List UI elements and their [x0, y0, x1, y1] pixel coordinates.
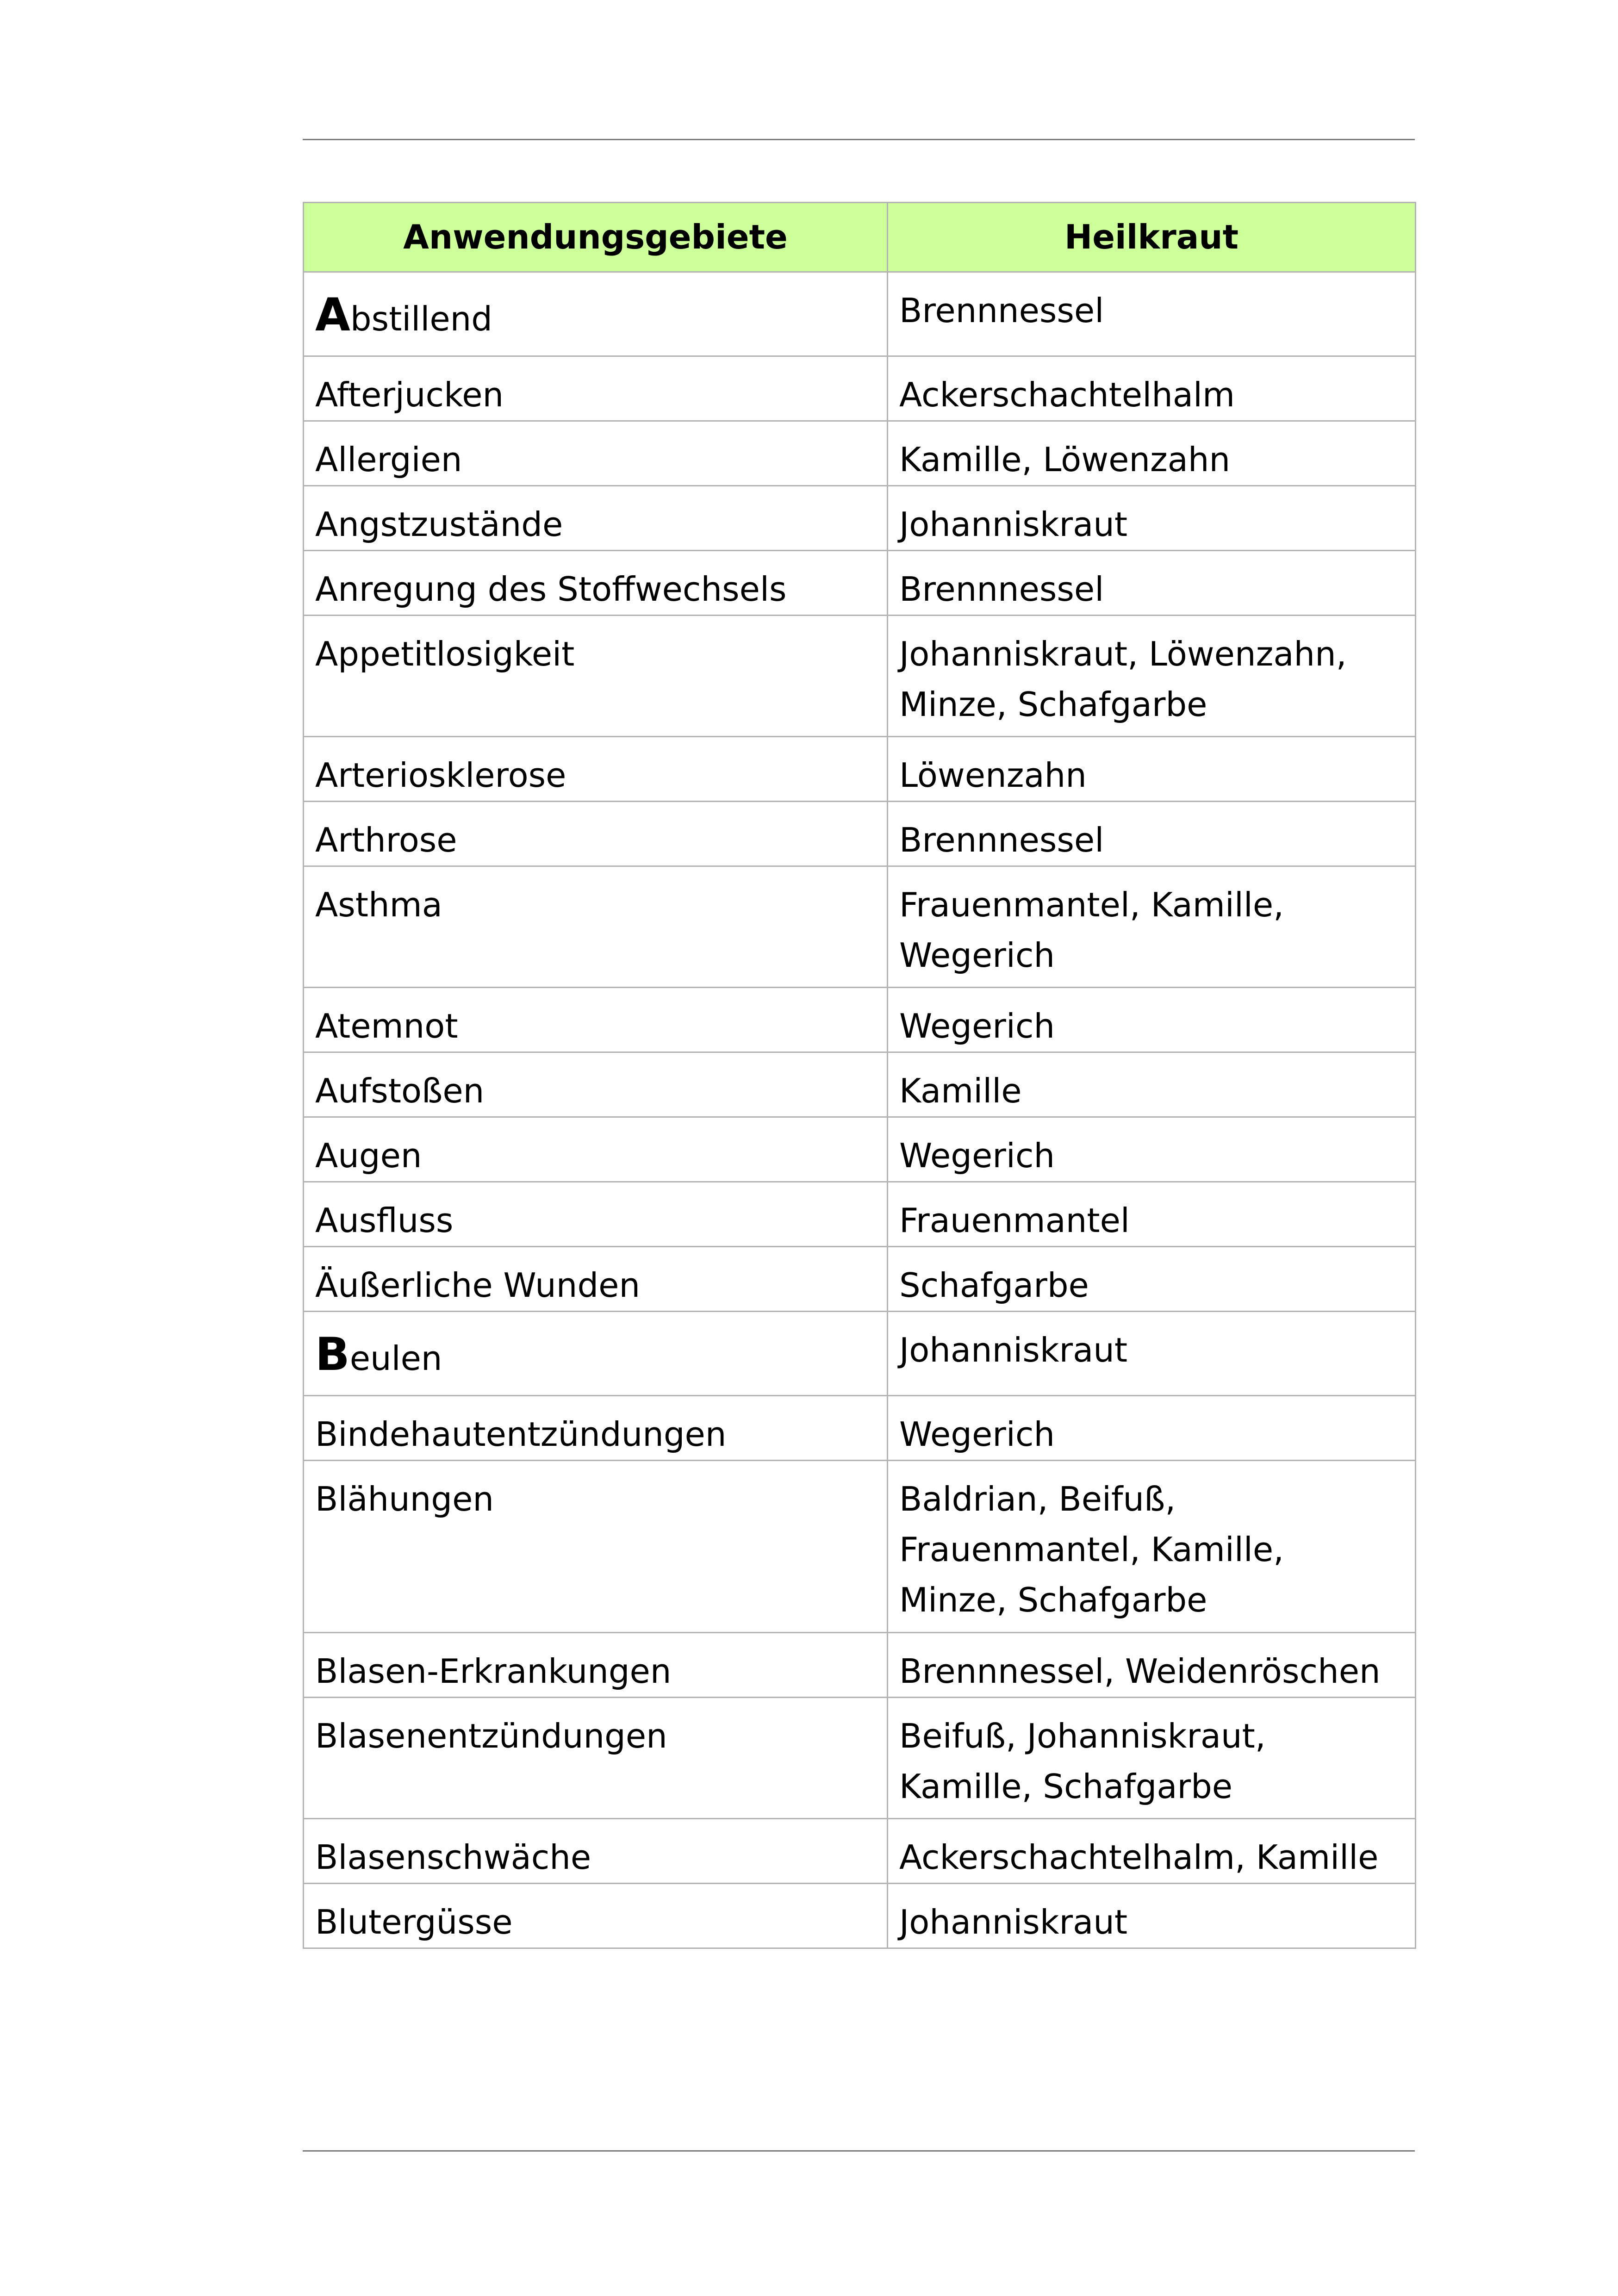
- table-row: [304, 616, 1416, 737]
- table-row: [304, 802, 1416, 866]
- footer-rule: [303, 2150, 1415, 2152]
- table-row: [304, 1312, 1416, 1396]
- herb-cell: Wegerich: [888, 1117, 1416, 1182]
- table-row: [304, 1052, 1416, 1117]
- herb-cell: Wegerich: [888, 1396, 1416, 1461]
- area-cell: Blutergüsse: [304, 1884, 888, 1948]
- column-header-herb: Heilkraut: [888, 203, 1416, 272]
- area-cell: [304, 272, 888, 356]
- herb-cell: Ackerschachtelhalm, Kamille: [888, 1819, 1416, 1884]
- area-cell: Äußerliche Wunden: [304, 1247, 888, 1312]
- area-cell: Augen: [304, 1117, 888, 1182]
- section-initial: B: [315, 1328, 350, 1381]
- table-row: [304, 486, 1416, 551]
- herb-cell: Kamille, Löwenzahn: [888, 421, 1416, 486]
- herb-cell: Johanniskraut: [888, 1312, 1416, 1396]
- herb-table: [303, 202, 1416, 1949]
- herb-cell: Johanniskraut: [888, 1884, 1416, 1948]
- area-cell: Arteriosklerose: [304, 737, 888, 802]
- table-row: [304, 1182, 1416, 1247]
- herb-cell: Ackerschachtelhalm: [888, 356, 1416, 421]
- area-cell: Appetitlosigkeit: [304, 616, 888, 737]
- herb-line: Minze, Schafgarbe: [899, 1580, 1207, 1619]
- area-cell: Angstzustände: [304, 486, 888, 551]
- table-row: [304, 1461, 1416, 1633]
- herb-cell: Kamille: [888, 1052, 1416, 1117]
- table-row: [304, 1819, 1416, 1884]
- table-row: [304, 272, 1416, 356]
- herb-line: Beifuß, Johanniskraut,: [899, 1717, 1266, 1755]
- table-row: [304, 1698, 1416, 1819]
- herb-cell: Löwenzahn: [888, 737, 1416, 802]
- herb-cell: Schafgarbe: [888, 1247, 1416, 1312]
- section-initial: A: [315, 289, 350, 342]
- herb-cell: [888, 1461, 1416, 1633]
- area-cell: Anregung des Stoffwechsels: [304, 551, 888, 616]
- herb-line: Frauenmantel, Kamille,: [899, 1530, 1284, 1569]
- herb-line: Johanniskraut, Löwenzahn,: [899, 635, 1347, 673]
- table-row: [304, 1396, 1416, 1461]
- herb-cell: Brennnessel, Weidenröschen: [888, 1633, 1416, 1698]
- herb-cell: Frauenmantel: [888, 1182, 1416, 1247]
- area-cell: Asthma: [304, 866, 888, 988]
- area-cell: Atemnot: [304, 988, 888, 1052]
- herb-cell: [888, 1698, 1416, 1819]
- table-row: [304, 1117, 1416, 1182]
- herb-line: Wegerich: [899, 936, 1055, 975]
- herb-cell: Johanniskraut: [888, 486, 1416, 551]
- herb-line: Baldrian, Beifuß,: [899, 1480, 1176, 1518]
- table-row: [304, 356, 1416, 421]
- herb-cell: Brennnessel: [888, 272, 1416, 356]
- area-cell: Blasenentzündungen: [304, 1698, 888, 1819]
- table-row: [304, 421, 1416, 486]
- area-cell: [304, 1312, 888, 1396]
- area-cell: Blasenschwäche: [304, 1819, 888, 1884]
- area-cell: Aufstoßen: [304, 1052, 888, 1117]
- herb-cell: Brennnessel: [888, 551, 1416, 616]
- herb-cell: Wegerich: [888, 988, 1416, 1052]
- herb-line: Frauenmantel, Kamille,: [899, 885, 1284, 924]
- herb-line: Minze, Schafgarbe: [899, 685, 1207, 724]
- table-row: [304, 988, 1416, 1052]
- area-cell: Bindehautentzündungen: [304, 1396, 888, 1461]
- table-header-row: [304, 203, 1416, 272]
- table-row: [304, 1247, 1416, 1312]
- herb-cell: Brennnessel: [888, 802, 1416, 866]
- table-row: [304, 1884, 1416, 1948]
- column-header-area: Anwendungsgebiete: [304, 203, 888, 272]
- area-cell: Afterjucken: [304, 356, 888, 421]
- table-row: [304, 551, 1416, 616]
- area-cell: Arthrose: [304, 802, 888, 866]
- area-text: eulen: [349, 1339, 442, 1378]
- area-cell: Ausfluss: [304, 1182, 888, 1247]
- header-rule: [303, 139, 1415, 140]
- table-row: [304, 866, 1416, 988]
- herb-cell: [888, 616, 1416, 737]
- table-row: [304, 737, 1416, 802]
- area-text: bstillend: [350, 299, 492, 338]
- herb-line: Kamille, Schafgarbe: [899, 1767, 1233, 1806]
- area-cell: Blähungen: [304, 1461, 888, 1633]
- table-row: [304, 1633, 1416, 1698]
- herb-cell: [888, 866, 1416, 988]
- area-cell: Allergien: [304, 421, 888, 486]
- area-cell: Blasen-Erkrankungen: [304, 1633, 888, 1698]
